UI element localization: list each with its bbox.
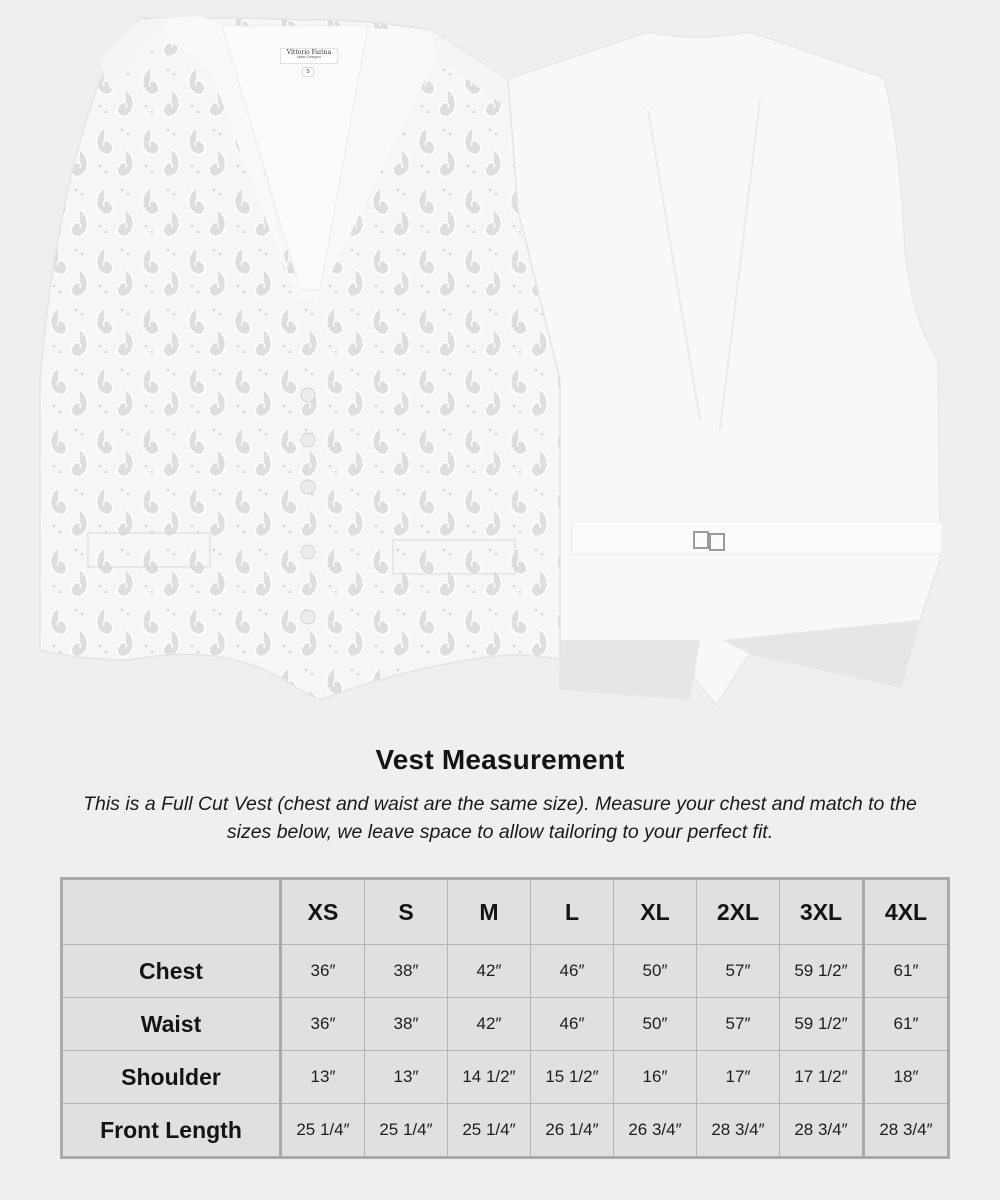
size-tag: S <box>302 67 314 77</box>
section-description: This is a Full Cut Vest (chest and waist are the same size). Measure your chest and match to the sizes below, we leave space to allow tailoring to your perfect fit. <box>83 793 917 843</box>
table-cell: 46″ <box>531 998 614 1051</box>
size-header-4xl: 4XL <box>864 879 949 945</box>
table-cell: 25 1/4″ <box>281 1104 365 1158</box>
brand-label <box>280 48 338 64</box>
table-cell: 46″ <box>531 945 614 998</box>
table-cell: 59 1/2″ <box>780 998 864 1051</box>
size-header-xl: XL <box>614 879 697 945</box>
table-cell: 28 3/4″ <box>780 1104 864 1158</box>
table-cell: 18″ <box>864 1051 949 1104</box>
table-row-chest <box>62 945 949 998</box>
row-label: Chest <box>62 945 281 998</box>
table-cell: 17″ <box>697 1051 780 1104</box>
table-cell: 61″ <box>864 998 949 1051</box>
table-cell: 59 1/2″ <box>780 945 864 998</box>
table-row-shoulder <box>62 1051 949 1104</box>
table-cell: 26 3/4″ <box>614 1104 697 1158</box>
row-label: Front Length <box>62 1104 281 1158</box>
table-cell: 50″ <box>614 998 697 1051</box>
table-cell: 28 3/4″ <box>697 1104 780 1158</box>
table-cell: 38″ <box>365 998 448 1051</box>
table-cell: 15 1/2″ <box>531 1051 614 1104</box>
table-cell: 17 1/2″ <box>780 1051 864 1104</box>
size-header-2xl: 2XL <box>697 879 780 945</box>
table-cell: 57″ <box>697 998 780 1051</box>
table-cell: 38″ <box>365 945 448 998</box>
size-header-l: L <box>531 879 614 945</box>
size-header-m: M <box>448 879 531 945</box>
table-cell: 13″ <box>281 1051 365 1104</box>
section-title: Vest Measurement <box>375 744 625 775</box>
vest-back-image <box>505 32 942 705</box>
table-row-front-length <box>62 1104 949 1158</box>
size-header-3xl: 3XL <box>780 879 864 945</box>
table-corner-cell <box>62 879 281 945</box>
size-header-xs: XS <box>281 879 365 945</box>
table-row-waist <box>62 998 949 1051</box>
vest-front-image <box>40 16 560 700</box>
size-header-s: S <box>365 879 448 945</box>
table-cell: 50″ <box>614 945 697 998</box>
table-cell: 25 1/4″ <box>365 1104 448 1158</box>
table-cell: 28 3/4″ <box>864 1104 949 1158</box>
brand-subtitle: Italian Designer <box>296 55 322 59</box>
table-cell: 42″ <box>448 998 531 1051</box>
table-header-row <box>62 879 949 945</box>
table-cell: 26 1/4″ <box>531 1104 614 1158</box>
table-cell: 16″ <box>614 1051 697 1104</box>
table-cell: 13″ <box>365 1051 448 1104</box>
table-cell: 57″ <box>697 945 780 998</box>
table-cell: 25 1/4″ <box>448 1104 531 1158</box>
row-label: Waist <box>62 998 281 1051</box>
row-label: Shoulder <box>62 1051 281 1104</box>
brand-name: Vittorio Farina <box>286 49 332 56</box>
table-cell: 14 1/2″ <box>448 1051 531 1104</box>
size-chart-table <box>60 877 950 1159</box>
table-cell: 42″ <box>448 945 531 998</box>
table-cell: 36″ <box>281 945 365 998</box>
table-cell: 61″ <box>864 945 949 998</box>
table-cell: 36″ <box>281 998 365 1051</box>
